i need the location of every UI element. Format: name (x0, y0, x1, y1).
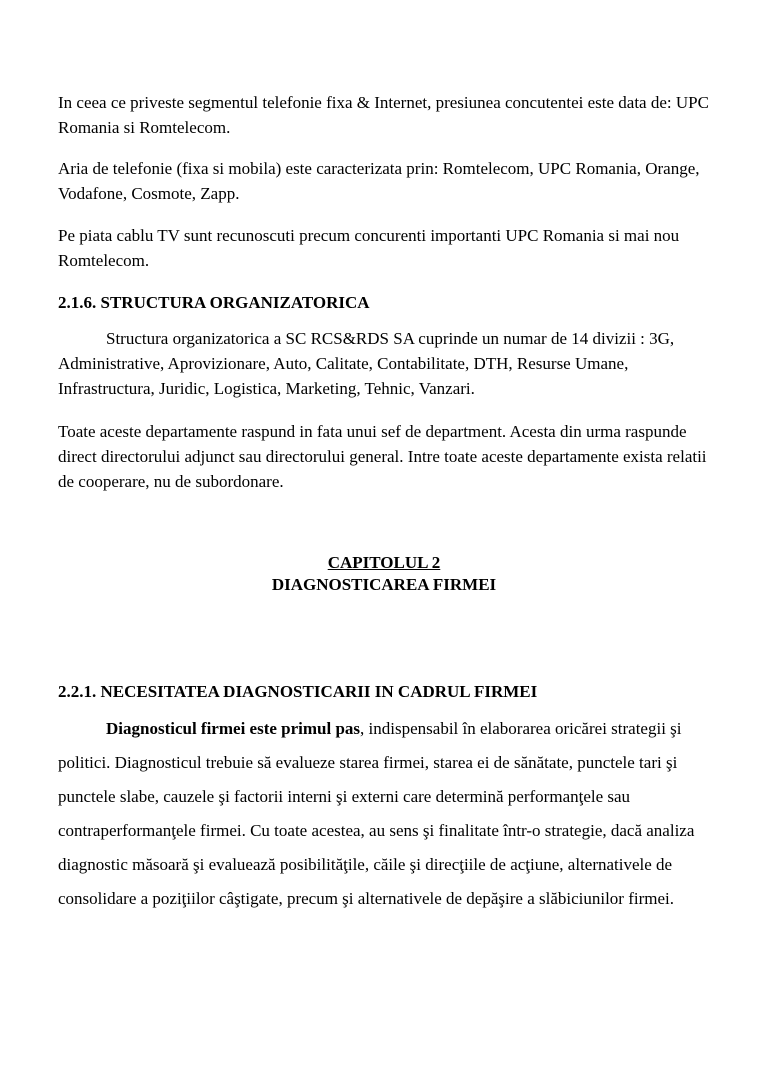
paragraph-diagnostic-body: , indispensabil în elaborarea oricărei strategii şi politici. Diagnosticul trebuie să evalueze starea firmei, starea ei de sănătate, punctele tari şi punctele slabe, cauzele şi factorii interni şi externi care determină performanţele sau contraperformanţele firmei. Cu toate acestea, au sens şi finalitate într-o strategie, dacă analiza diagnostic măsoară şi evaluează posibilităţile, căile şi direcţiile de acţiune, alternativele de consolidare a poziţiilor câştigate, precum şi alternativele de depăşire a slăbiciunilor firmei. (58, 719, 695, 908)
paragraph-structure: Structura organizatorica a SC RCS&RDS SA cuprinde un numar de 14 divizii : 3G, Administrative, Aprovizionare, Auto, Calitate, Contabilitate, DTH, Resurse Umane, Infrastructura, Juridic, Logistica, Marketing, Tehnic, Vanzari. (58, 329, 675, 398)
paragraph-telephony: Aria de telefonie (fixa si mobila) este caracterizata prin: Romtelecom, UPC Romania, Orange, Vodafone, Cosmote, Zapp. (58, 159, 700, 203)
paragraph-fixed-internet: In ceea ce priveste segmentul telefonie fixa & Internet, presiunea concutentei este data de: UPC Romania si Romtelecom. (58, 93, 709, 137)
chapter-title: DIAGNOSTICAREA FIRMEI (271, 575, 497, 594)
chapter-number-text: CAPITOLUL 2 (327, 553, 441, 572)
section-heading-2-2-1: 2.2.1. NECESITATEA DIAGNOSTICARII IN CADRUL FIRMEI (58, 682, 538, 701)
section-heading-2-1-6: 2.1.6. STRUCTURA ORGANIZATORICA (58, 293, 370, 312)
paragraph-cable-tv: Pe piata cablu TV sunt recunoscuti precum concurenti importanti UPC Romania si mai nou Romtelecom. (58, 226, 680, 270)
chapter-number (0, 552, 768, 574)
paragraph-diagnostic (58, 712, 718, 916)
paragraph-departments: Toate aceste departamente raspund in fata unui sef de department. Acesta din urma raspunde direct directorului adjunct sau directorului general. Intre toate aceste departamente exista relatii de cooperare, nu de subordonare. (58, 422, 707, 491)
paragraph-diagnostic-lead: Diagnosticul firmei este primul pas (106, 719, 361, 738)
